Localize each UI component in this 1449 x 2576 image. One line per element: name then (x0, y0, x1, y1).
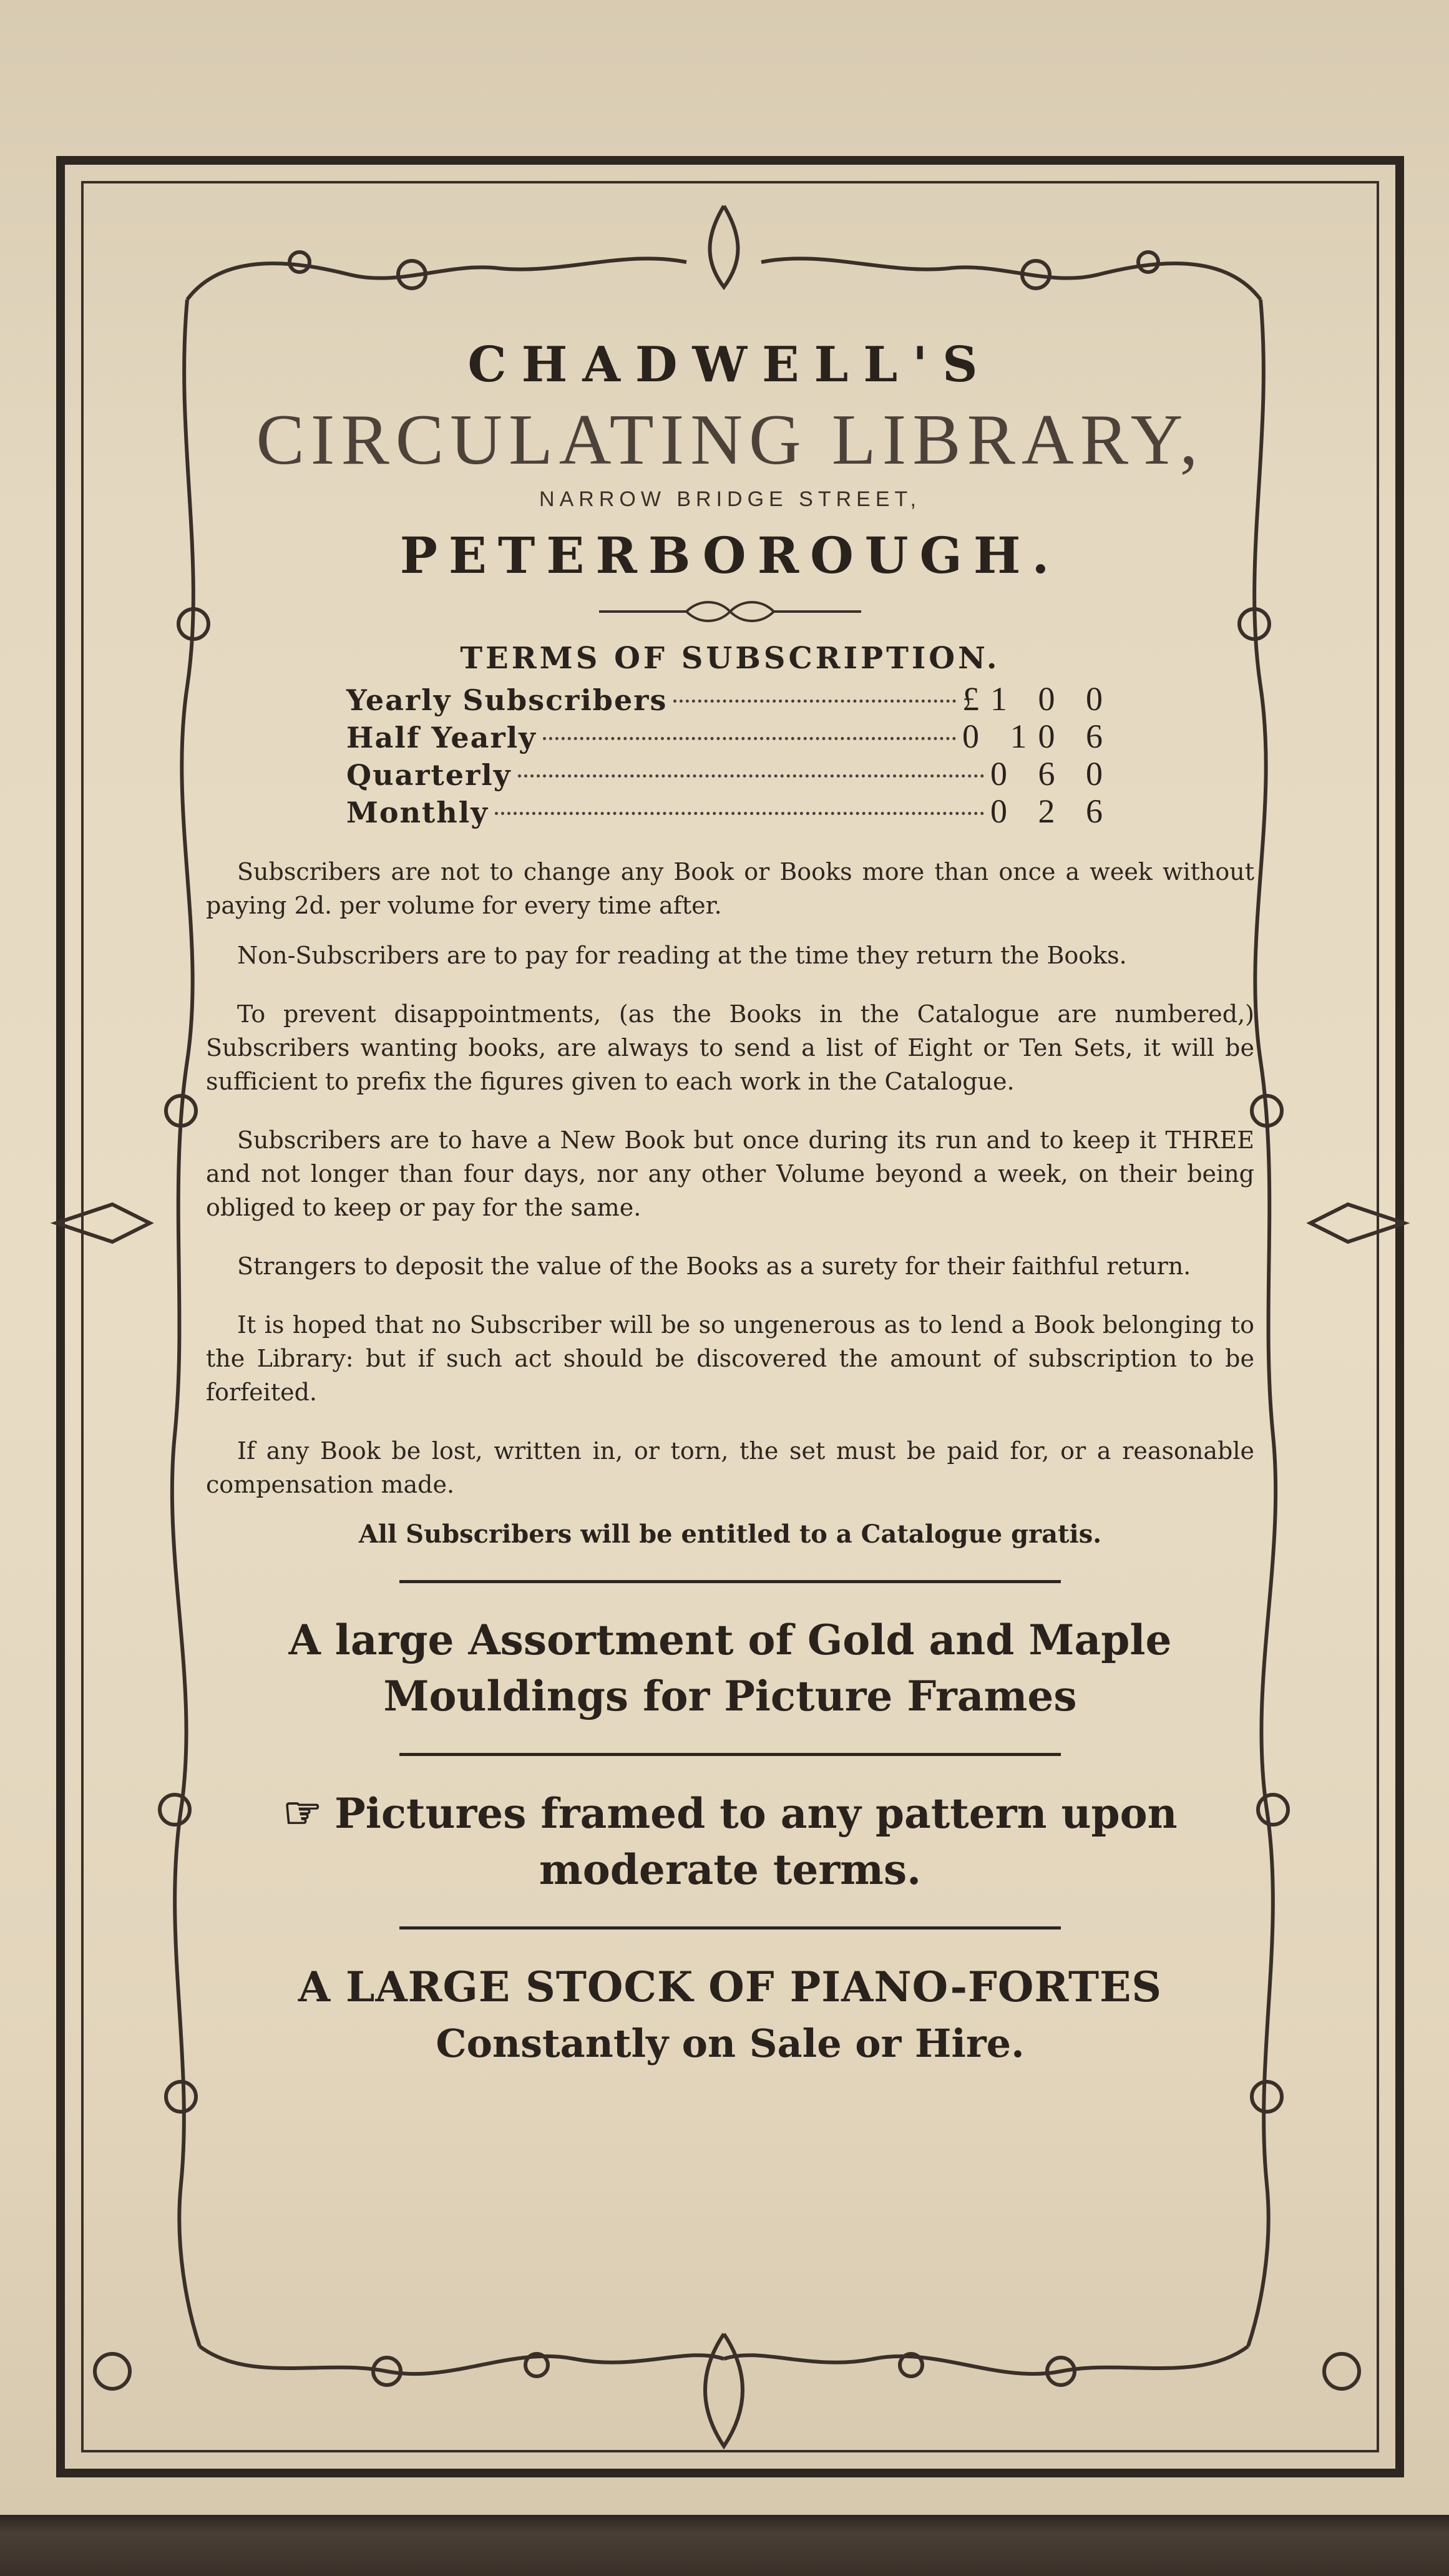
fee-amount: 0 2 6 (990, 793, 1114, 830)
fee-row-quarterly (346, 755, 1114, 793)
rule-paragraph (206, 1308, 1254, 1409)
pointing-hand-icon: ☞ (283, 1787, 323, 1838)
leader-dots (495, 812, 984, 815)
fee-row-half-yearly (346, 718, 1114, 755)
rule-text: If any Book be lost, written in, or torn, the set must be paid for, or a reasonable compensation made. (206, 1437, 1254, 1498)
piano-ad-line1: A LARGE STOCK OF PIANO-FORTES (298, 1963, 1163, 2011)
rule-paragraph (206, 997, 1254, 1098)
pictures-ad-line1 (206, 1785, 1254, 1842)
library-title: CIRCULATING LIBRARY, (256, 400, 1204, 480)
fee-amount: 0 6 0 (990, 755, 1114, 793)
fee-table (346, 680, 1114, 830)
rule-text: Non-Subscribers are to pay for reading at the time they return the Books. (237, 942, 1127, 969)
rule-text: Strangers to deposit the value of the Books as a surety for their faithful return. (237, 1252, 1191, 1280)
piano-ad-line2: Constantly on Sale or Hire. (436, 2021, 1025, 2066)
rule-paragraph (206, 855, 1254, 922)
leader-dots (543, 737, 956, 740)
rule-text: Subscribers are not to change any Book or Books more than once a week without paying 2d. per volume for every time after. (206, 858, 1254, 919)
fee-label: Half Yearly (346, 721, 537, 754)
page-content (206, 331, 1254, 2072)
divider-rule (399, 1753, 1061, 1756)
pictures-ad-text: Pictures framed to any pattern upon (334, 1789, 1178, 1838)
fee-amount: £1 0 0 (962, 680, 1114, 718)
divider-rule (399, 1926, 1061, 1930)
fee-label: Quarterly (346, 758, 512, 792)
mouldings-ad-line2: Mouldings for Picture Frames (383, 1672, 1077, 1720)
divider-rule (399, 1580, 1061, 1583)
terms-heading: TERMS OF SUBSCRIPTION. (460, 641, 1000, 676)
rule-paragraph (206, 1123, 1254, 1224)
fee-label: Monthly (346, 796, 489, 829)
town-name: PETERBOROUGH. (399, 526, 1061, 585)
rule-paragraph (206, 939, 1254, 972)
bottom-binding-strip (0, 2515, 1449, 2576)
library-owner-name: CHADWELL'S (467, 336, 993, 393)
street-address: NARROW BRIDGE STREET, (539, 487, 921, 511)
flourish-divider (599, 599, 861, 624)
rule-text: Subscribers are to have a New Book but once during its run and to keep it THREE and not longer than four days, nor any other Volume beyond a week, on their being obliged to keep or pay for the same. (206, 1126, 1254, 1221)
fee-label: Yearly Subscribers (346, 683, 668, 717)
mouldings-ad-line1: A large Assortment of Gold and Maple (288, 1616, 1172, 1664)
fee-amount: 0 10 6 (962, 718, 1114, 755)
rule-text: It is hoped that no Subscriber will be so ungenerous as to lend a Book belonging to the Library: but if such act should be discovered the amount of subscription to be forfeited. (206, 1311, 1254, 1406)
catalogue-note: All Subscribers will be entitled to a Catalogue gratis. (358, 1520, 1102, 1549)
pictures-ad-line2: moderate terms. (539, 1845, 922, 1894)
rule-text: To prevent disappointments, (as the Books in the Catalogue are numbered,) Subscribers wanting books, are always to send a list of Eight or Ten Sets, it will be sufficient to prefix the figures given to each work in the Catalogue. (206, 1000, 1254, 1095)
fee-row-yearly (346, 680, 1114, 718)
fee-row-monthly (346, 793, 1114, 830)
leader-dots (518, 774, 984, 778)
rule-paragraph (206, 1249, 1254, 1283)
leader-dots (673, 700, 956, 703)
rule-paragraph (206, 1434, 1254, 1501)
